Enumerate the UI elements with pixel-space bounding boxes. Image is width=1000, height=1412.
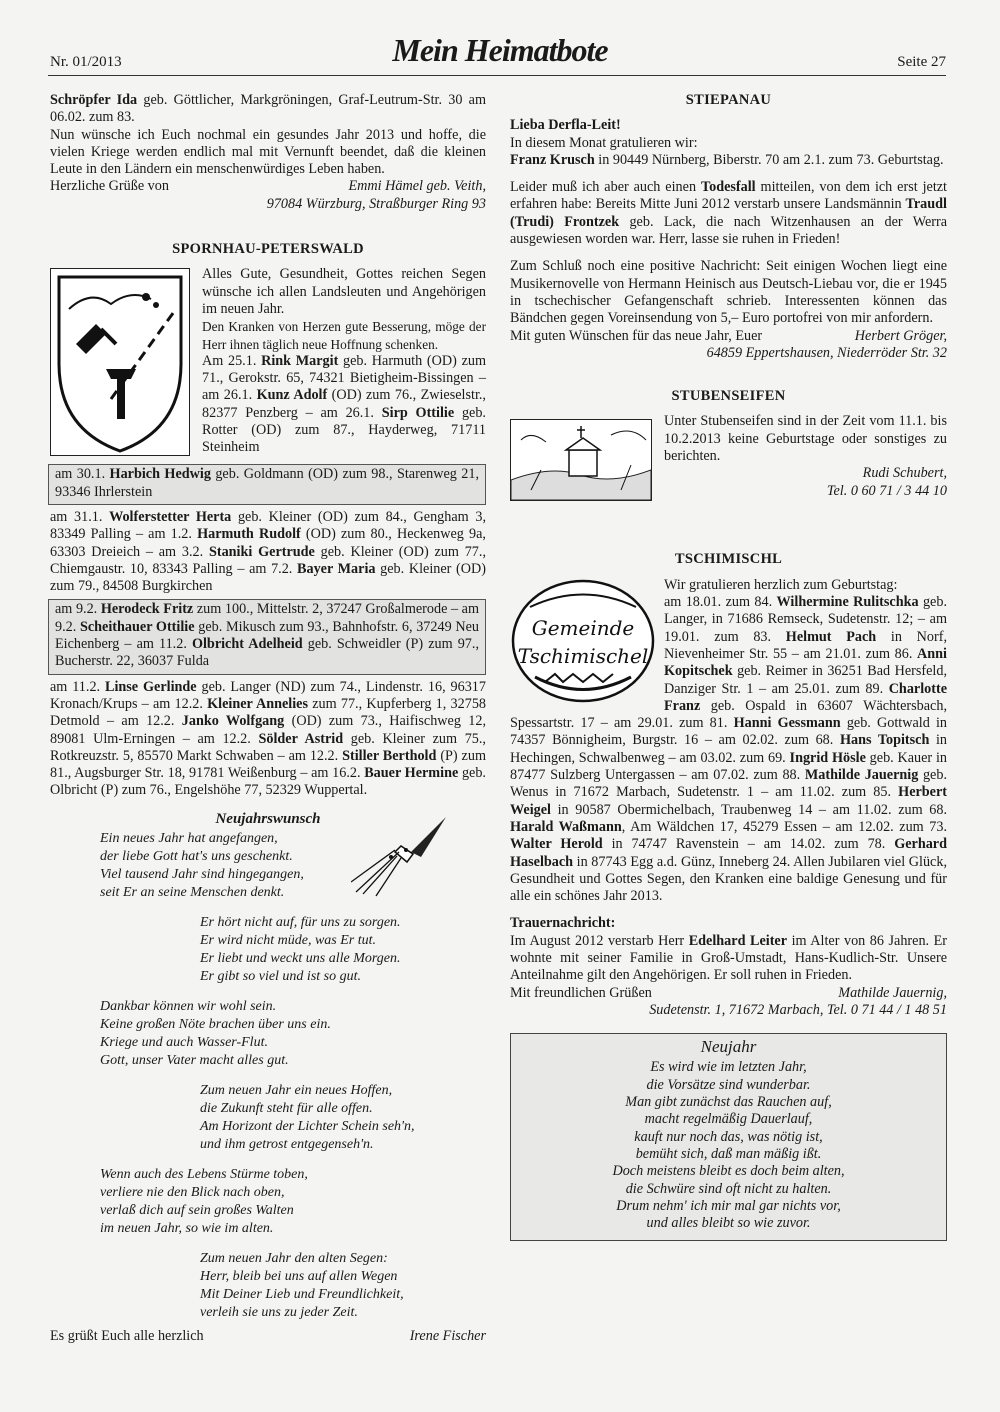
stubenseifen-signature-name: Rudi Schubert, [862, 465, 947, 482]
firework-rocket-image [351, 812, 466, 897]
section-title-stiepanau: STIEPANAU [685, 92, 772, 108]
stubenseifen-signature-phone: Tel. 0 60 71 / 3 44 10 [826, 482, 947, 499]
stubenseifen-chapel-image [510, 419, 652, 501]
spornhau-highlight-box-1: am 30.1. Harbich Hedwig geb. Goldmann (OD) zum 98., Starenweg 21, 93346 Ihrlerstein [48, 464, 486, 505]
page-number: Seite 27 [897, 54, 946, 70]
tschimischl-birthdays: am 18.01. zum 84. Wilhermine Rulitschka geb. Langer, in 71686 Remseck, Sudetenstr. 12; – am 19.01. zum 83. Helmut Pach in Norf, Nievenheimer Str. 55 – am 21.01. zum 86. Anni Kopitschek geb. Reimer in 36251 Bad Hersfeld, Danziger Str. 1 – am 25.01. zum 89. Charlotte Franz geb. Ospald in 63607 Wächtersbach, Spessartstr. 17 – am 29.01. zum 81. Hanni Gessmann geb. Gottwald in 74357 Bönnigheim, Burgstr. 16 – am 02.02. zum 68. Hans Topitsch in Hechingen, Schwalbenweg – am 03.02. zum 69. Ingrid Hösle geb. Kauer in 87477 Sulzberg Untergassen – am 07.02. zum 88. Mathilde Jauernig geb. Wenus in 71672 Marbach, Sudetenstr. 1 – am 11.02. zum 85. Herbert Weigel in 90587 Obermichelbach, Traubenweg 14 – am 11.02. zum 68. Harald Waßmann, Am Wäldchen 17, 45279 Essen – am 12.02. zum 73. Walter Herold in 74747 Ravenstein – am 14.02. zum 78. Gerhard Haselbach in 87743 Egg a.d. Günz, Inneberg 24. Allen Jubilaren viel Glück, Gesundheit und Gottes Segen, den Kranken eine baldige Genesung und für alle ein schönes Jahr 2013. [510, 594, 948, 905]
spornhau-birthdays-2: am 31.1. Wolferstetter Herta geb. Kleiner (OD) zum 84., Gengham 3, 83349 Palling – am 1.2. Harmuth Rudolf (OD) zum 80., Heckenweg 9a, 63303 Dreieich – am 3.2. Staniki Gertrude geb. Kleiner (OD) zum 77., Chiemgaustr. 10, 83343 Palling – am 7.2. Bayer Maria geb. Kleiner (OD) zum 79., 84508 Burgkirchen [50, 508, 486, 595]
poem-signature-row: Es grüßt Euch alle herzlich Irene Fischer [50, 1327, 486, 1344]
tschimischl-logo-image [510, 577, 656, 703]
spornhau-highlight-box-2: am 9.2. Herodeck Fritz zum 100., Mittelstr. 2, 37247 Großalmerode – am 9.2. Scheithauer Ottilie geb. Mikusch zum 93., Bahnhofstr. 6, 37249 Neu Eichenberg – am 11.2. Olbricht Adelheid geb. Schweidler (P) zum 97., Bucherstr. 22, 36037 Fulda [48, 599, 486, 674]
stiepanau-birthday: Franz Krusch in 90449 Nürnberg, Biberstr. 70 am 2.1. zum 73. Geburtstag. [510, 151, 944, 168]
poem-stanza-1: Ein neues Jahr hat angefangen, der liebe Gott hat's uns geschenkt. Viel tausend Jahr sind hingegangen, seit Er an seine Menschen denkt. [100, 830, 304, 900]
poem-stanza-2: Er hört nicht auf, für uns zu sorgen. Er wird nicht müde, was Er tut. Er liebt und weckt uns alle Morgen. Er gibt so viel und ist so gut. [200, 914, 401, 984]
spornhau-coat-of-arms-image [50, 268, 190, 456]
newspaper-title: Mein Heimatbote [392, 32, 608, 68]
stiepanau-salutation: Lieba Derfla-Leit! [510, 117, 621, 134]
spornhau-greeting: Alles Gute, Gesundheit, Gottes reichen Segen wünsche ich allen Landsleuten und Angehörigen im neuen Jahr. [202, 266, 486, 317]
header-rule [48, 75, 946, 76]
poem-stanza-5: Wenn auch des Lebens Stürme toben, verliere nie den Blick nach oben, verlaß dich auf sein großes Walten im neuen Jahr, so wie im alten. [100, 1166, 308, 1236]
stiepanau-book-news: Zum Schluß noch eine positive Nachricht: Seit einigen Wochen liegt eine Musikernovelle von Hermann Heinisch aus Deutsch-Liebau vor, die er 1945 in tschechischer Gefangenschaft schrieb. Interessenten können das Bändchen gegen Voreinsendung von 5,– Euro portofrei von mir anfordern. [510, 258, 947, 327]
poem-stanza-4: Zum neuen Jahr ein neues Hoffen, die Zukunft steht für alle offen. Am Horizont der Lichter Schein seh'n, und ihm getrost entgegenseh'n. [200, 1082, 415, 1152]
section-title-stubenseifen: STUBENSEIFEN [671, 388, 786, 405]
spornhau-get-well: Den Kranken von Herzen gute Besserung, möge der Herr ihnen täglich neue Hoffnung schenken. [202, 319, 486, 352]
svg-text:Tschimischel: Tschimischel [517, 643, 649, 668]
spornhau-birthdays-1: Am 25.1. Rink Margit geb. Harmuth (OD) zum 71., Gerokstr. 65, 74321 Bietigheim-Bissingen – am 26.1. Kunz Adolf (OD) zum 76., Zwieselstr., 82377 Penzberg – am 26.1. Sirp Ottilie geb. Rotter (OD) zum 87., Hayderweg, 71711 Steinheim [202, 352, 487, 456]
spornhau-birthdays-3: am 11.2. Linse Gerlinde geb. Langer (ND) zum 74., Lindenstr. 16, 96317 Kronach/Krups – am 12.2. Kleiner Annelies zum 77., Kupferberg 1, 32758 Detmold – am 12.2. Janko Wolfgang (OD) zum 73., Haifischweg 12, 89081 Ulm-Erningen – am 12.2. Sölder Astrid geb. Kleiner zum 75., Rotkreuzstr. 5, 85570 Markt Schwaben – am 12.2. Stiller Berthold (P) zum 81., Augsburger Str. 18, 91781 Weißenburg – am 16.2. Bauer Hermine geb. Olbricht (P) zum 76., Engelshöhe 77, 52329 Wuppertal. [50, 678, 487, 799]
stiepanau-signature-row: Mit guten Wünschen für das neue Jahr, Euer Herbert Gröger, [510, 327, 947, 344]
left-column [50, 92, 486, 1345]
intro-signature-row: Herzliche Grüße von Emmi Hämel geb. Veith, [50, 178, 486, 195]
tschimischl-trauer-heading: Trauernachricht: [510, 915, 616, 932]
stiepanau-death-notice: Leider muß ich aber auch einen Todesfall mitteilen, von dem ich erst jetzt erfahren habe: Bereits Mitte Juni 2012 verstarb unsere Landsmännin Traudl (Trudi) Frontzek geb. Lack, die nach Witzenhausen an der Werra ausgewiesen worden war. Herr, lasse sie ruhen in Frieden! [510, 179, 947, 248]
tschimischl-intro: Wir gratulieren herzlich zum Geburtstag: [664, 576, 898, 593]
neujahr-title: Neujahr [700, 1037, 757, 1057]
tschimischl-trauer-text: Im August 2012 verstarb Herr Edelhard Leiter im Alter von 86 Jahren. Er wohnte mit seiner Familie in Groß-Umstadt, Hans-Kudlich-Str. Unsere Anteilnahme gilt den Angehörigen. Er soll ruhen in Frieden. [510, 932, 948, 984]
stiepanau-signature-address: 64859 Eppertshausen, Niederröder Str. 32 [706, 344, 947, 361]
tschimischl-signature-address: Sudetenstr. 1, 71672 Marbach, Tel. 0 71 44 / 1 48 51 [649, 1001, 947, 1018]
neujahr-poem-box: Neujahr Es wird wie im letzten Jahr, die Vorsätze sind wunderbar. Man gibt zunächst das Rauchen auf, macht regelmäßig Dauerlauf, kauft nur noch das, was nötig ist, bemüht sich, daß man mäßig ißt. Doch meistens bleibt es doch beim alten, die Schwüre sind oft nicht zu halten. Drum nehm' ich mir mal gar nichts vor, und alles bleibt so wie zuvor. [510, 1033, 947, 1241]
svg-text:Gemeinde: Gemeinde [531, 615, 635, 640]
stubenseifen-text: Unter Stubenseifen sind in der Zeit vom 11.1. bis 10.2.2013 keine Geburtstage oder sonstiges zu berichten. [664, 413, 947, 465]
poem-title: Neujahrswunsch [215, 810, 321, 827]
intro-paragraph: Schröpfer Ida geb. Göttlicher, Markgröningen, Graf-Leutrum-Str. 30 am 06.02. zum 83. [50, 92, 486, 126]
tschimischl-signature-row: Mit freundlichen Grüßen Mathilde Jauernig, [510, 984, 947, 1001]
section-title-tschimischl: TSCHIMISCHL [674, 551, 783, 568]
stiepanau-intro: In diesem Monat gratulieren wir: [510, 134, 698, 151]
poem-stanza-6: Zum neuen Jahr den alten Segen: Herr, bleib bei uns auf allen Wegen Mit Deiner Lieb und Freundlichkeit, verleih sie uns zu jeder Zeit. [200, 1250, 404, 1320]
intro-wishes: Nun wünsche ich Euch nochmal ein gesundes Jahr 2013 und hoffe, die vielen Kriege werden endlich mal mit Vernunft beendet, daß die kleinen Leute in den Ländern ein menschenwürdiges Leben haben. [50, 126, 486, 178]
poem-stanza-3: Dankbar können wir wohl sein. Keine großen Nöte brachen über uns ein. Kriege und auch Wasser-Flut. Gott, unser Vater macht alles gut. [100, 998, 331, 1068]
poem-neujahrswunsch [50, 810, 486, 1322]
right-column [510, 92, 947, 1241]
issue-number: Nr. 01/2013 [50, 54, 122, 70]
intro-signature-address: 97084 Würzburg, Straßburger Ring 93 [266, 195, 486, 212]
page-header [0, 0, 1000, 80]
section-title-spornhau: SPORNHAU-PETERSWALD [172, 241, 364, 258]
